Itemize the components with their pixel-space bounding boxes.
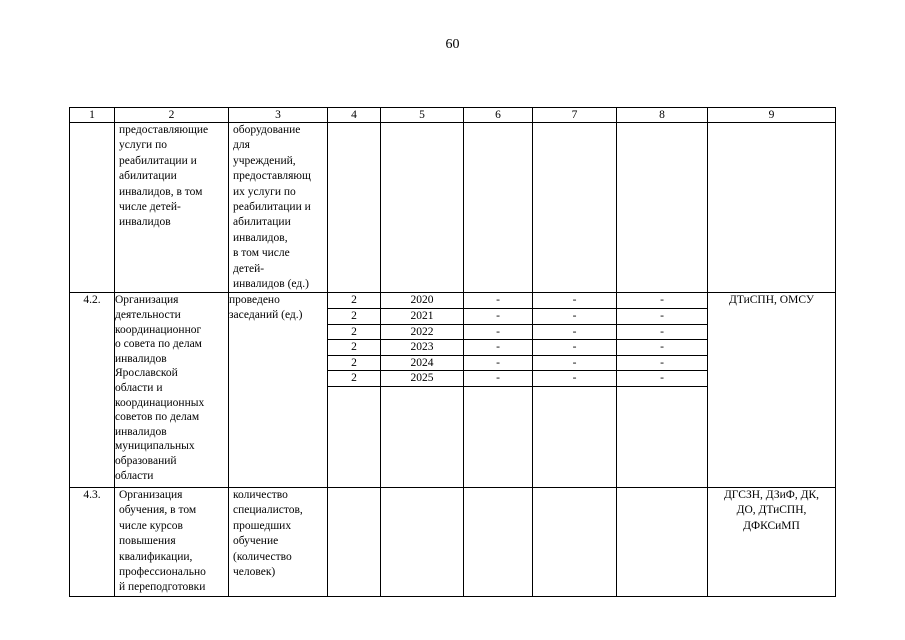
cell-col-7 — [533, 488, 617, 597]
cell-year: 2021 — [381, 309, 464, 325]
header-col-6: 6 — [464, 108, 533, 123]
cell-empty — [381, 387, 464, 488]
table-row-4-2 — [70, 293, 836, 309]
cell-value: 2 — [328, 371, 381, 387]
cell-year: 2023 — [381, 340, 464, 356]
cell-empty — [464, 387, 533, 488]
cell-executors: ДТиСПН, ОМСУ — [708, 293, 836, 488]
header-col-2: 2 — [115, 108, 229, 123]
cell-value: 2 — [328, 355, 381, 371]
header-row — [70, 108, 836, 123]
cell-year: 2024 — [381, 355, 464, 371]
measures-table — [69, 107, 836, 597]
cell-empty — [533, 387, 617, 488]
cell-executors: ДГСЗН, ДЗиФ, ДК, ДО, ДТиСПН, ДФКСиМП — [708, 488, 836, 597]
header-col-1: 1 — [70, 108, 115, 123]
cell-value: 2 — [328, 340, 381, 356]
cell-col-7: - — [533, 293, 617, 309]
cell-col-8 — [617, 123, 708, 293]
cell-col-7: - — [533, 355, 617, 371]
cell-col-7: - — [533, 309, 617, 325]
cell-year: 2020 — [381, 293, 464, 309]
cell-col-8: - — [617, 309, 708, 325]
page-number: 60 — [445, 37, 460, 52]
cell-indicator: оборудование для учреждений, предоставляющ их услуги по реабилитации и абилитации инвалидов, в том числе детей- инвалидов (ед.) — [229, 123, 328, 293]
header-col-9: 9 — [708, 108, 836, 123]
cell-col-6: - — [464, 340, 533, 356]
cell-col-7: - — [533, 324, 617, 340]
cell-col-7: - — [533, 371, 617, 387]
cell-col-8: - — [617, 324, 708, 340]
cell-measure-name: предоставляющие услуги по реабилитации и абилитации инвалидов, в том числе детей- инвалидов — [115, 123, 229, 293]
cell-year: 2022 — [381, 324, 464, 340]
cell-indicator: количество специалистов, прошедших обучение (количество человек) — [229, 488, 328, 597]
cell-measure-name: Организация обучения, в том числе курсов повышения квалификации, профессионально й переподготовки — [115, 488, 229, 597]
cell-number: 4.3. — [70, 488, 115, 597]
cell-executors — [708, 123, 836, 293]
cell-col-8: - — [617, 340, 708, 356]
header-col-4: 4 — [328, 108, 381, 123]
cell-col-6 — [464, 123, 533, 293]
cell-col-8: - — [617, 355, 708, 371]
cell-col-6: - — [464, 355, 533, 371]
cell-year: 2025 — [381, 371, 464, 387]
cell-indicator: проведено заседаний (ед.) — [229, 293, 328, 488]
cell-col-7: - — [533, 340, 617, 356]
cell-value: 2 — [328, 309, 381, 325]
cell-empty — [617, 387, 708, 488]
cell-col-8 — [617, 488, 708, 597]
cell-value: 2 — [328, 293, 381, 309]
table-row-continued — [70, 123, 836, 293]
cell-value: 2 — [328, 324, 381, 340]
cell-empty — [328, 387, 381, 488]
header-col-7: 7 — [533, 108, 617, 123]
cell-col-6: - — [464, 293, 533, 309]
cell-col-5 — [381, 123, 464, 293]
cell-col-4 — [328, 123, 381, 293]
cell-measure-name: Организация деятельности координационног о совета по делам инвалидов Ярославской области и координационных советов по делам инвалидов муниципальных образований области — [115, 293, 229, 488]
cell-col-8: - — [617, 371, 708, 387]
cell-col-8: - — [617, 293, 708, 309]
cell-number — [70, 123, 115, 293]
cell-col-6 — [464, 488, 533, 597]
header-col-5: 5 — [381, 108, 464, 123]
cell-col-6: - — [464, 371, 533, 387]
table-row-4-3 — [70, 488, 836, 597]
cell-col-7 — [533, 123, 617, 293]
cell-col-6: - — [464, 324, 533, 340]
cell-number: 4.2. — [70, 293, 115, 488]
cell-col-6: - — [464, 309, 533, 325]
header-col-8: 8 — [617, 108, 708, 123]
cell-col-4 — [328, 488, 381, 597]
header-col-3: 3 — [229, 108, 328, 123]
cell-col-5 — [381, 488, 464, 597]
